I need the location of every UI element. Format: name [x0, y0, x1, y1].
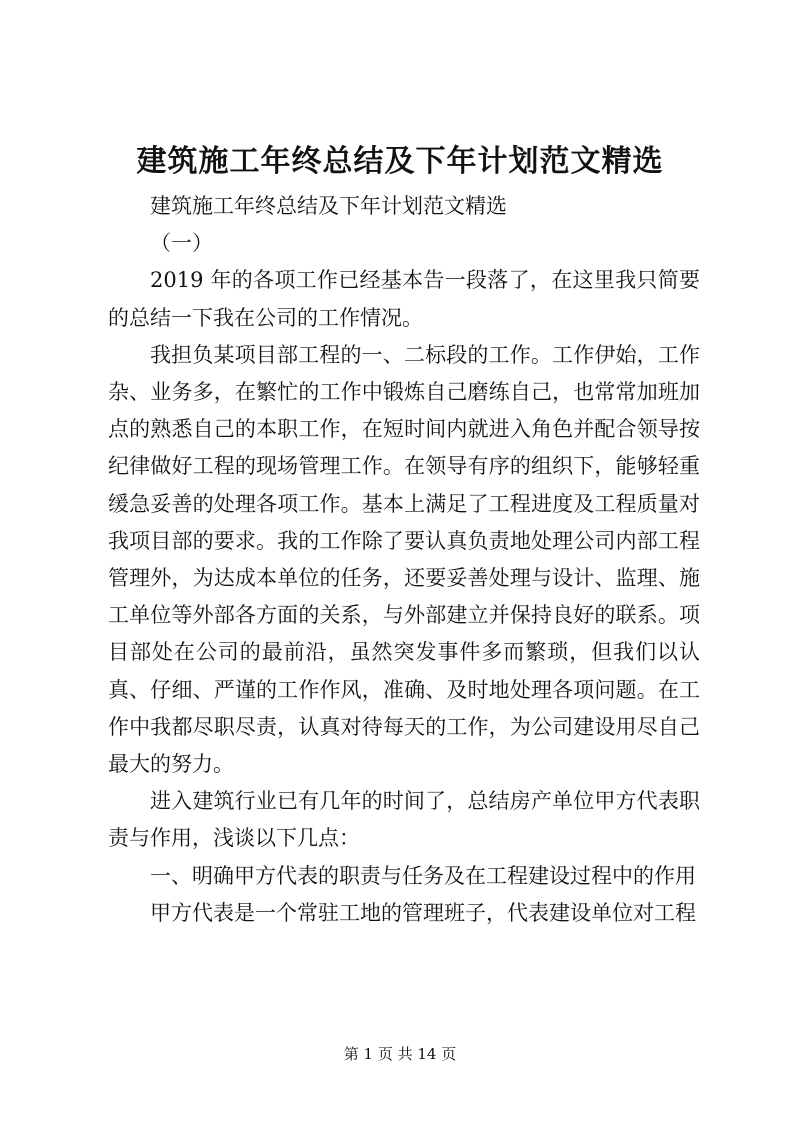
- paragraph-1: 2019 年的各项工作已经基本告一段落了，在这里我只简要的总结一下我在公司的工作情况。: [108, 268, 700, 330]
- paragraph-2: 我担负某项目部工程的一、二标段的工作。工作伊始，工作杂、业务多，在繁忙的工作中锻炼自己磨练自己，也常常加班加点的熟悉自己的本职工作，在短时间内就进入角色并配合领导按纪律做好工程的现场管理工作。在领导有序的组织下，能够轻重缓急妥善的处理各项工作。基本上满足了工程进度及工程质量对我项目部的要求。我的工作除了要认真负责地处理公司内部工程管理外，为达成本单位的任务，还要妥善处理与设计、监理、施工单位等外部各方面的关系，与外部建立并保持良好的联系。项目部处在公司的最前沿，虽然突发事件多而繁琐，但我们以认真、仔细、严谨的工作作风，准确、及时地处理各项问题。在工作中我都尽职尽责，认真对待每天的工作，为公司建设用尽自己最大的努力。: [108, 342, 700, 777]
- document-title: 建筑施工年终总结及下年计划范文精选: [136, 144, 664, 179]
- document-body: [108, 188, 700, 932]
- section-heading-1: 一、明确甲方代表的职责与任务及在工程建设过程中的作用: [150, 863, 696, 888]
- subtitle: 建筑施工年终总结及下年计划范文精选: [150, 194, 507, 218]
- section-label: （一）: [150, 231, 213, 256]
- page-footer: 第 1 页 共 14 页: [343, 1045, 457, 1063]
- paragraph-3: 进入建筑行业已有几年的时间了，总结房产单位甲方代表职责与作用，浅谈以下几点：: [108, 789, 700, 851]
- paragraph-4: 甲方代表是一个常驻工地的管理班子，代表建设单位对工程: [150, 900, 696, 925]
